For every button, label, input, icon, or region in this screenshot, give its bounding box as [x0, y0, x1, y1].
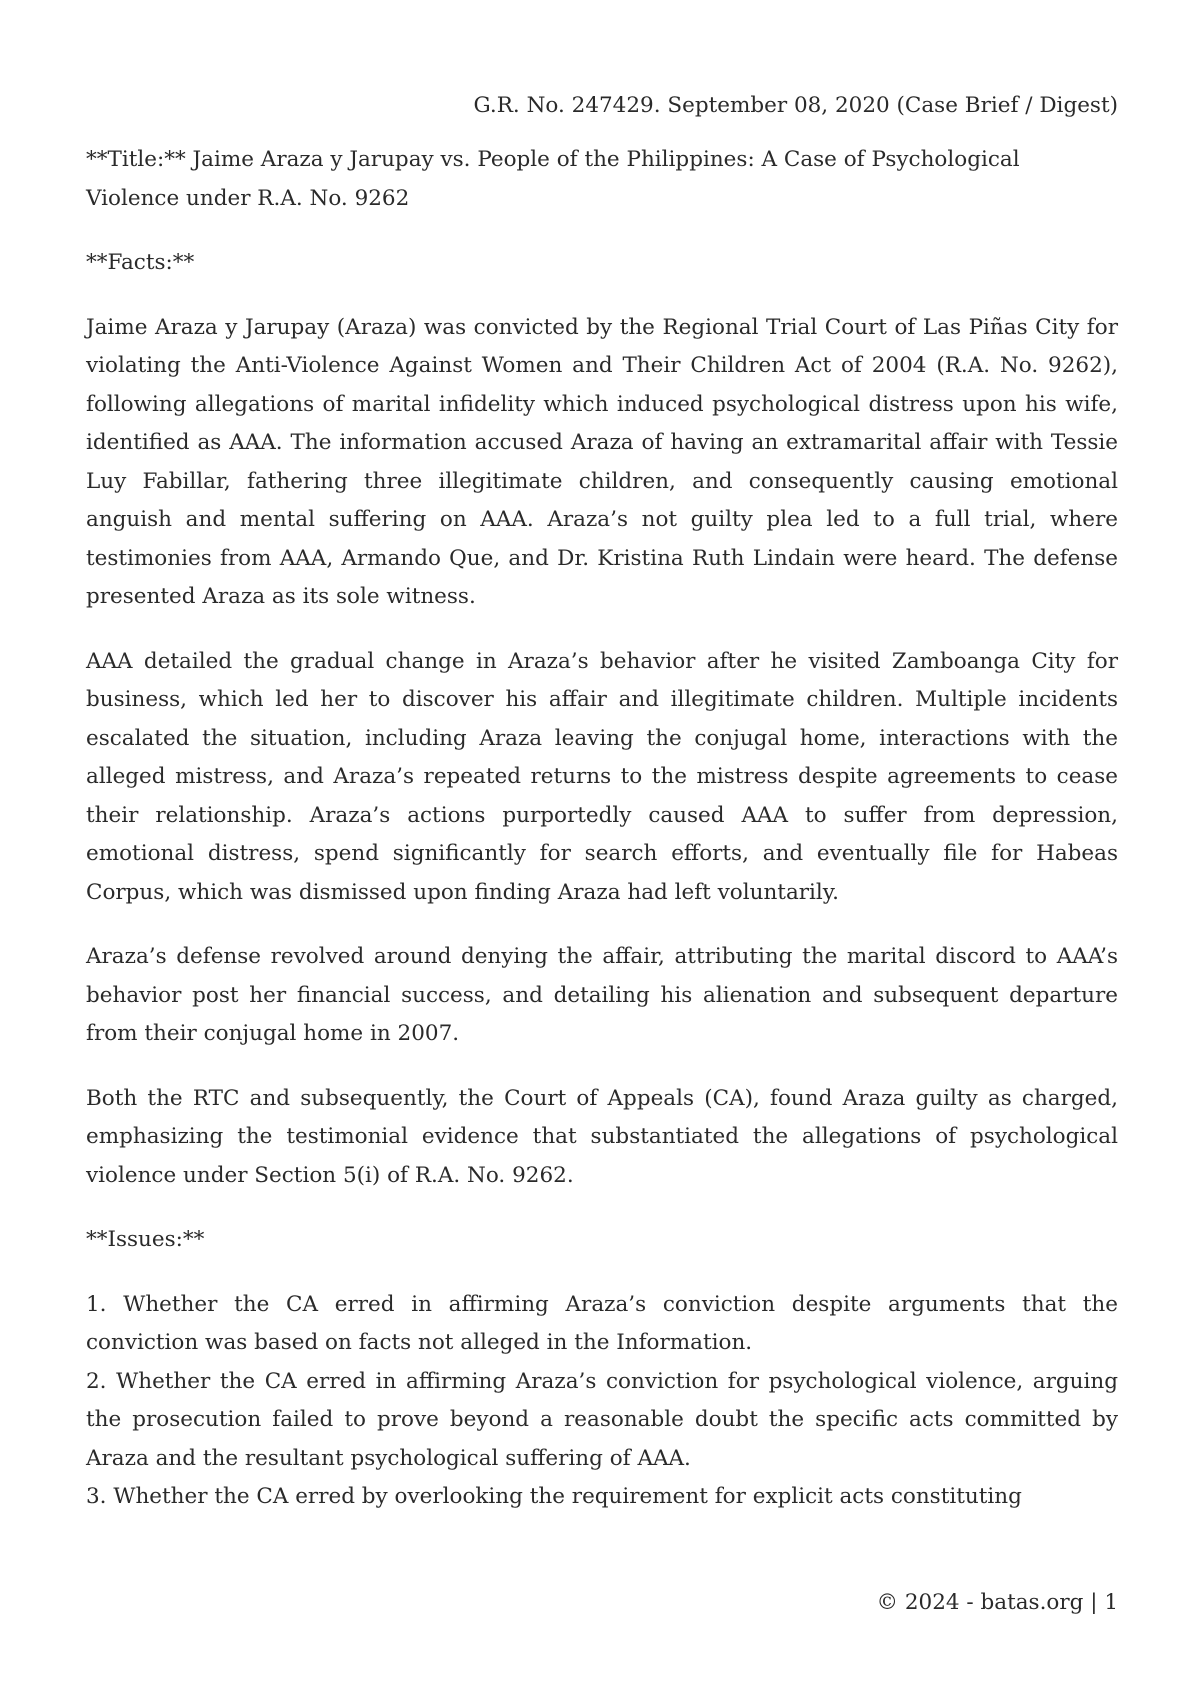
document-body: [86, 141, 1118, 1517]
issue-item: 2. Whether the CA erred in affirming Araza’s conviction for psychological violence, arguing the prosecution failed to prove beyond a reasonable doubt the specific acts committed by Araza and the resultant psychological suffering of AAA.: [86, 1368, 1118, 1471]
issue-item: 3. Whether the CA erred by overlooking the requirement for explicit acts constituting: [86, 1484, 1022, 1509]
facts-paragraph: Araza’s defense revolved around denying the affair, attributing the marital discord to AAA’s behavior post her financial success, and detailing his alienation and subsequent departure from their conjugal home in 2007.: [86, 944, 1118, 1046]
issues-list: [86, 1286, 1118, 1517]
case-title: **Title:** Jaime Araza y Jarupay vs. People of the Philippines: A Case of Psychological Violence under R.A. No. 9262: [86, 147, 1020, 211]
facts-paragraph: Both the RTC and subsequently, the Court of Appeals (CA), found Araza guilty as charged, emphasizing the testimonial evidence that substantiated the allegations of psychological violence under Section 5(i) of R.A. No. 9262.: [86, 1085, 1118, 1188]
facts-paragraph: AAA detailed the gradual change in Araza’s behavior after he visited Zamboanga City for business, which led her to discover his affair and illegitimate children. Multiple incidents escalated the situation, including Araza leaving the conjugal home, interactions with the alleged mistress, and Araza’s repeated returns to the mistress despite agreements to cease their relationship. Araza’s actions purportedly caused AAA to suffer from depression, emotional distress, spend significantly for search efforts, and eventually file for Habeas Corpus, which was dismissed upon finding Araza had left voluntarily.: [86, 648, 1118, 905]
issues-heading: **Issues:**: [86, 1227, 205, 1252]
facts-heading: **Facts:**: [86, 250, 195, 275]
case-header: G.R. No. 247429. September 08, 2020 (Case Brief / Digest): [473, 93, 1118, 118]
facts-paragraph: Jaime Araza y Jarupay (Araza) was convicted by the Regional Trial Court of Las Piñas City for violating the Anti-Violence Against Women and Their Children Act of 2004 (R.A. No. 9262), following allegations of marital infidelity which induced psychological distress upon his wife, identified as AAA. The information accused Araza of having an extramarital affair with Tessie Luy Fabillar, fathering three illegitimate children, and consequently causing emotional anguish and mental suffering on AAA. Araza’s not guilty plea led to a full trial, where testimonies from AAA, Armando Que, and Dr. Kristina Ruth Lindain were heard. The defense presented Araza as its sole witness.: [86, 314, 1118, 609]
issue-item: 1. Whether the CA erred in affirming Araza’s conviction despite arguments that the conviction was based on facts not alleged in the Information.: [86, 1291, 1118, 1355]
page-footer: © 2024 - batas.org | 1: [876, 1590, 1118, 1615]
